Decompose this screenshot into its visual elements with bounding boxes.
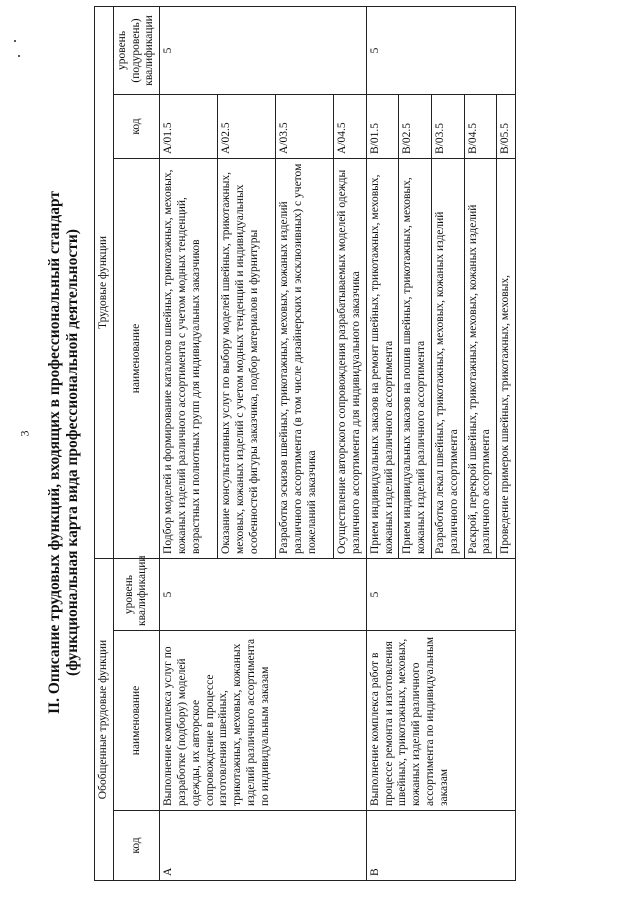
group-name: Выполнение комплекса услуг по разработке (подбору) моделей одежды, их авторское сопровождение в процессе изготовления швейных, трикотажных, меховых, кожаных изделий различного ассортимента по индивидуальным заказам	[160, 631, 367, 811]
function-name: Прием индивидуальных заказов на ремонт швейных, трикотажных, меховых, кожаных изделий различного ассортимента	[366, 158, 399, 558]
page-number: 3	[17, 430, 32, 437]
group-code: А	[160, 811, 367, 881]
function-code: А/03.5	[276, 94, 334, 158]
sublevel-header: уровень (подуровень) квалификации	[113, 6, 159, 94]
function-sublevel: 5	[160, 6, 367, 94]
function-code: А/01.5	[160, 94, 218, 158]
function-name: Разработка лекал швейных, трикотажных, меховых, кожаных изделий различного ассортимента	[431, 158, 464, 558]
function-name: Оказание консультативных услуг по выбору моделей швейных, трикотажных, меховых, кожаных изделий с учетом модных тенденций и индивидуальных особенностей фигуры заказчика, подбор материалов и фурнитуры	[218, 158, 276, 558]
group-level: 5	[366, 558, 515, 630]
function-name: Прием индивидуальных заказов на пошив швейных, трикотажных, меховых, кожаных изделий различного ассортимента	[399, 158, 432, 558]
function-name: Подбор моделей и формирование каталогов швейных, трикотажных, меховых, кожаных изделий различного ассортимента с учетом модных тенденций, возрастных и полнотных групп для индивидуальных заказчиков	[160, 158, 218, 558]
group-code: В	[366, 811, 515, 881]
code-header: код	[113, 811, 159, 881]
function-code-header: код	[113, 94, 159, 158]
group-name: Выполнение комплекса работ в процессе ремонта и изготовления швейных, трикотажных, меховых, кожаных изделий различного ассортимента по индивидуальным заказам	[366, 631, 515, 811]
function-code: А/02.5	[218, 94, 276, 158]
function-sublevel: 5	[366, 6, 515, 94]
name-header: наименование	[113, 631, 159, 811]
title-line-1: II. Описание трудовых функций, входящих в профессиональный стандарт	[46, 191, 63, 714]
function-name: Проведение примерок швейных, трикотажных, меховых,	[497, 158, 516, 558]
function-name: Разработка эскизов швейных, трикотажных, меховых, кожаных изделий различного ассортимента (в том числе дизайнерских и эксклюзивных) с учетом пожеланий заказчика	[276, 158, 334, 558]
generalized-functions-header: Обобщенные трудовые функции	[95, 558, 114, 880]
group-level: 5	[160, 558, 367, 630]
section-title	[46, 0, 82, 905]
labor-functions-header: Трудовые функции	[95, 6, 114, 558]
function-name: Осуществление авторского сопровождения разрабатываемых моделей одежды различного ассортимента для индивидуального заказчика	[334, 158, 367, 558]
function-code: В/01.5	[366, 94, 399, 158]
function-code: В/04.5	[464, 94, 497, 158]
functional-map-table	[94, 6, 516, 881]
function-code: В/05.5	[497, 94, 516, 158]
title-line-2: (функциональная карта вида профессиональной деятельности)	[64, 229, 81, 676]
level-header: уровень квалификации	[113, 558, 159, 630]
function-name: Раскрой, перекрой швейных, трикотажных, меховых, кожаных изделий различного ассортимента	[464, 158, 497, 558]
function-code: В/03.5	[431, 94, 464, 158]
function-code: А/04.5	[334, 94, 367, 158]
function-code: В/02.5	[399, 94, 432, 158]
function-name-header: наименование	[113, 158, 159, 558]
